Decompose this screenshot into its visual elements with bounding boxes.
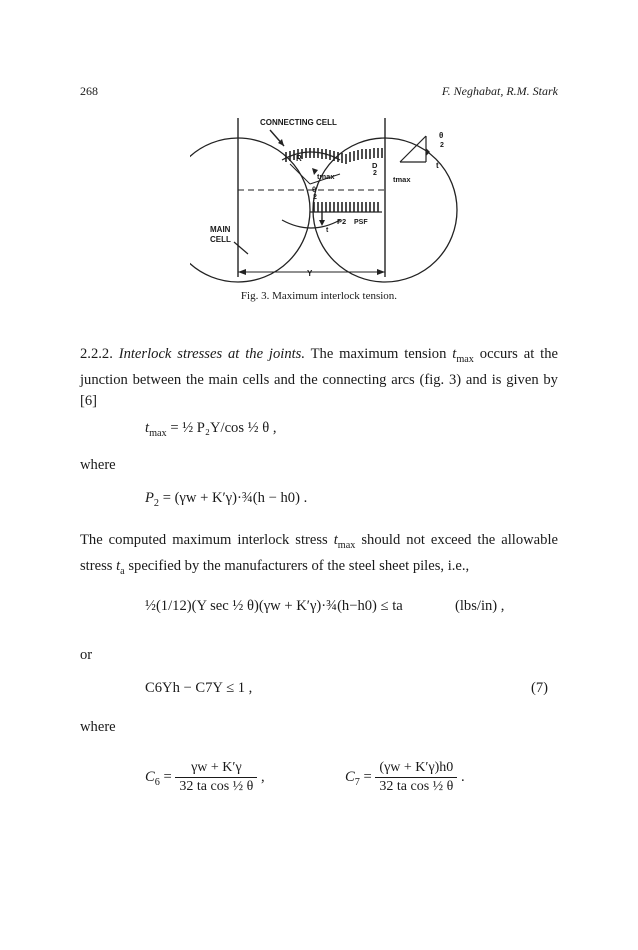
equation-7 xyxy=(145,680,252,697)
main-cell-arc-left-outer xyxy=(190,138,238,282)
intro-text-line3: and is given by [6] xyxy=(80,371,558,409)
para2-a: The computed maximum interlock stress xyxy=(80,532,334,548)
p2-arrowhead xyxy=(319,220,325,226)
equation-c7: $C_7$ = $\frac{(\gamma w + K'\gamma)h0}{\text{32 ta cos ½ θ}}$ . xyxy=(345,760,465,794)
section-number: 2.2.2. xyxy=(80,346,113,362)
intro-text-line2: at the junction between the main cells and the connecting arcs (fig. 3) xyxy=(80,346,558,388)
c6-fraction xyxy=(175,760,257,795)
label-two-triangle: 2 xyxy=(440,142,444,149)
para2-max: max xyxy=(337,539,356,551)
eq-p2-sub: 2 xyxy=(153,497,160,509)
label-two-d: 2 xyxy=(373,170,377,177)
label-tmax-right: tmax xyxy=(393,175,411,184)
para2-e: piles, i.e., xyxy=(412,557,470,574)
equation-tmax xyxy=(145,420,277,439)
para2-a-sub: a xyxy=(120,565,125,577)
label-two-center: 2 xyxy=(313,194,317,201)
c6-numerator: γw + K′γ xyxy=(175,760,257,778)
c7-numerator: (γw + K′γ)h0 xyxy=(375,760,457,778)
equation-inequality xyxy=(145,598,403,615)
eq-tmax-t: t xyxy=(145,420,150,436)
label-tmax: tmax xyxy=(317,172,335,181)
running-head-authors: F. Neghabat, R.M. Stark xyxy=(441,84,558,98)
para2-t: t xyxy=(333,532,338,548)
intro-paragraph xyxy=(80,344,558,412)
eq-tmax-sub: max xyxy=(149,427,167,439)
sym-t: t xyxy=(452,346,457,362)
label-main-word2: CELL xyxy=(210,235,231,244)
section-title: Interlock stresses at the joints. xyxy=(118,346,305,362)
c7-denominator: 32 ta cos ½ θ xyxy=(379,779,454,794)
para2-d: specified by the manufacturers of the steel sheet xyxy=(124,557,410,574)
eq-p2-rhs: = (γw + K′γ)·¾(h − h0) . xyxy=(162,490,308,506)
c6-sub: 6 xyxy=(154,776,160,788)
label-r: R xyxy=(296,154,302,163)
paragraph-allowable-stress xyxy=(80,530,558,582)
intro-text-a: The maximum tension xyxy=(310,346,453,362)
c6-c: C xyxy=(145,768,155,785)
label-p2: P2 xyxy=(337,217,347,226)
label-t-triangle: t xyxy=(436,161,439,170)
c7-sub: 7 xyxy=(354,776,360,788)
label-main-word1: MAIN xyxy=(210,225,231,234)
label-theta-triangle: θ xyxy=(439,131,444,140)
para2-ta: t xyxy=(116,557,121,574)
sym-max: max xyxy=(456,353,474,365)
equation-7-number: (7) xyxy=(531,680,549,696)
eq-tmax-rhs: = ½ P₂Y/cos ½ θ , xyxy=(170,420,277,436)
c6-denominator: 32 ta cos ½ θ xyxy=(179,779,254,794)
equation-p2 xyxy=(145,490,307,509)
pressure-hatch-bottom xyxy=(314,202,378,212)
ineq-body: ½(1/12)(Y sec ½ θ)(γw + K′γ)·¾(h−h0) ≤ ta xyxy=(145,598,403,614)
page-number: 268 xyxy=(80,84,98,98)
figure-3-diagram xyxy=(190,112,490,290)
eq-p2-p: P xyxy=(145,490,154,506)
para2-b: should not exceed the xyxy=(355,532,496,548)
para2-c: allowable stress xyxy=(80,532,558,574)
main-cell-arc-right-outer xyxy=(385,138,457,282)
main-cell-pointer xyxy=(234,242,248,254)
label-d: D xyxy=(372,161,378,170)
label-t-bottom: t xyxy=(326,227,329,234)
equation-c6: $C_6$ = $\frac{\gamma w + K'\gamma}{\text{32 ta cos ½ θ}}$ , xyxy=(145,760,265,794)
c7-fraction xyxy=(375,760,457,795)
where-label-1: where xyxy=(80,457,116,473)
label-psf: PSF xyxy=(354,219,368,226)
inequality-units: (lbs/in) , xyxy=(455,598,505,614)
c7-c: C xyxy=(345,768,355,785)
label-y: Y xyxy=(307,269,313,278)
figure-caption: Fig. 3. Maximum interlock tension. xyxy=(240,290,398,302)
connecting-arc-bottom xyxy=(282,220,340,228)
or-label: or xyxy=(80,647,93,663)
eq7-body: C6Yh − C7Y ≤ 1 , xyxy=(145,680,253,696)
intro-text-b: occurs xyxy=(473,346,518,362)
label-theta-center: θ xyxy=(312,185,317,194)
label-connecting-cell: CONNECTING CELL xyxy=(260,118,337,127)
where-label-2: where xyxy=(80,719,116,735)
radius-line xyxy=(290,164,310,184)
